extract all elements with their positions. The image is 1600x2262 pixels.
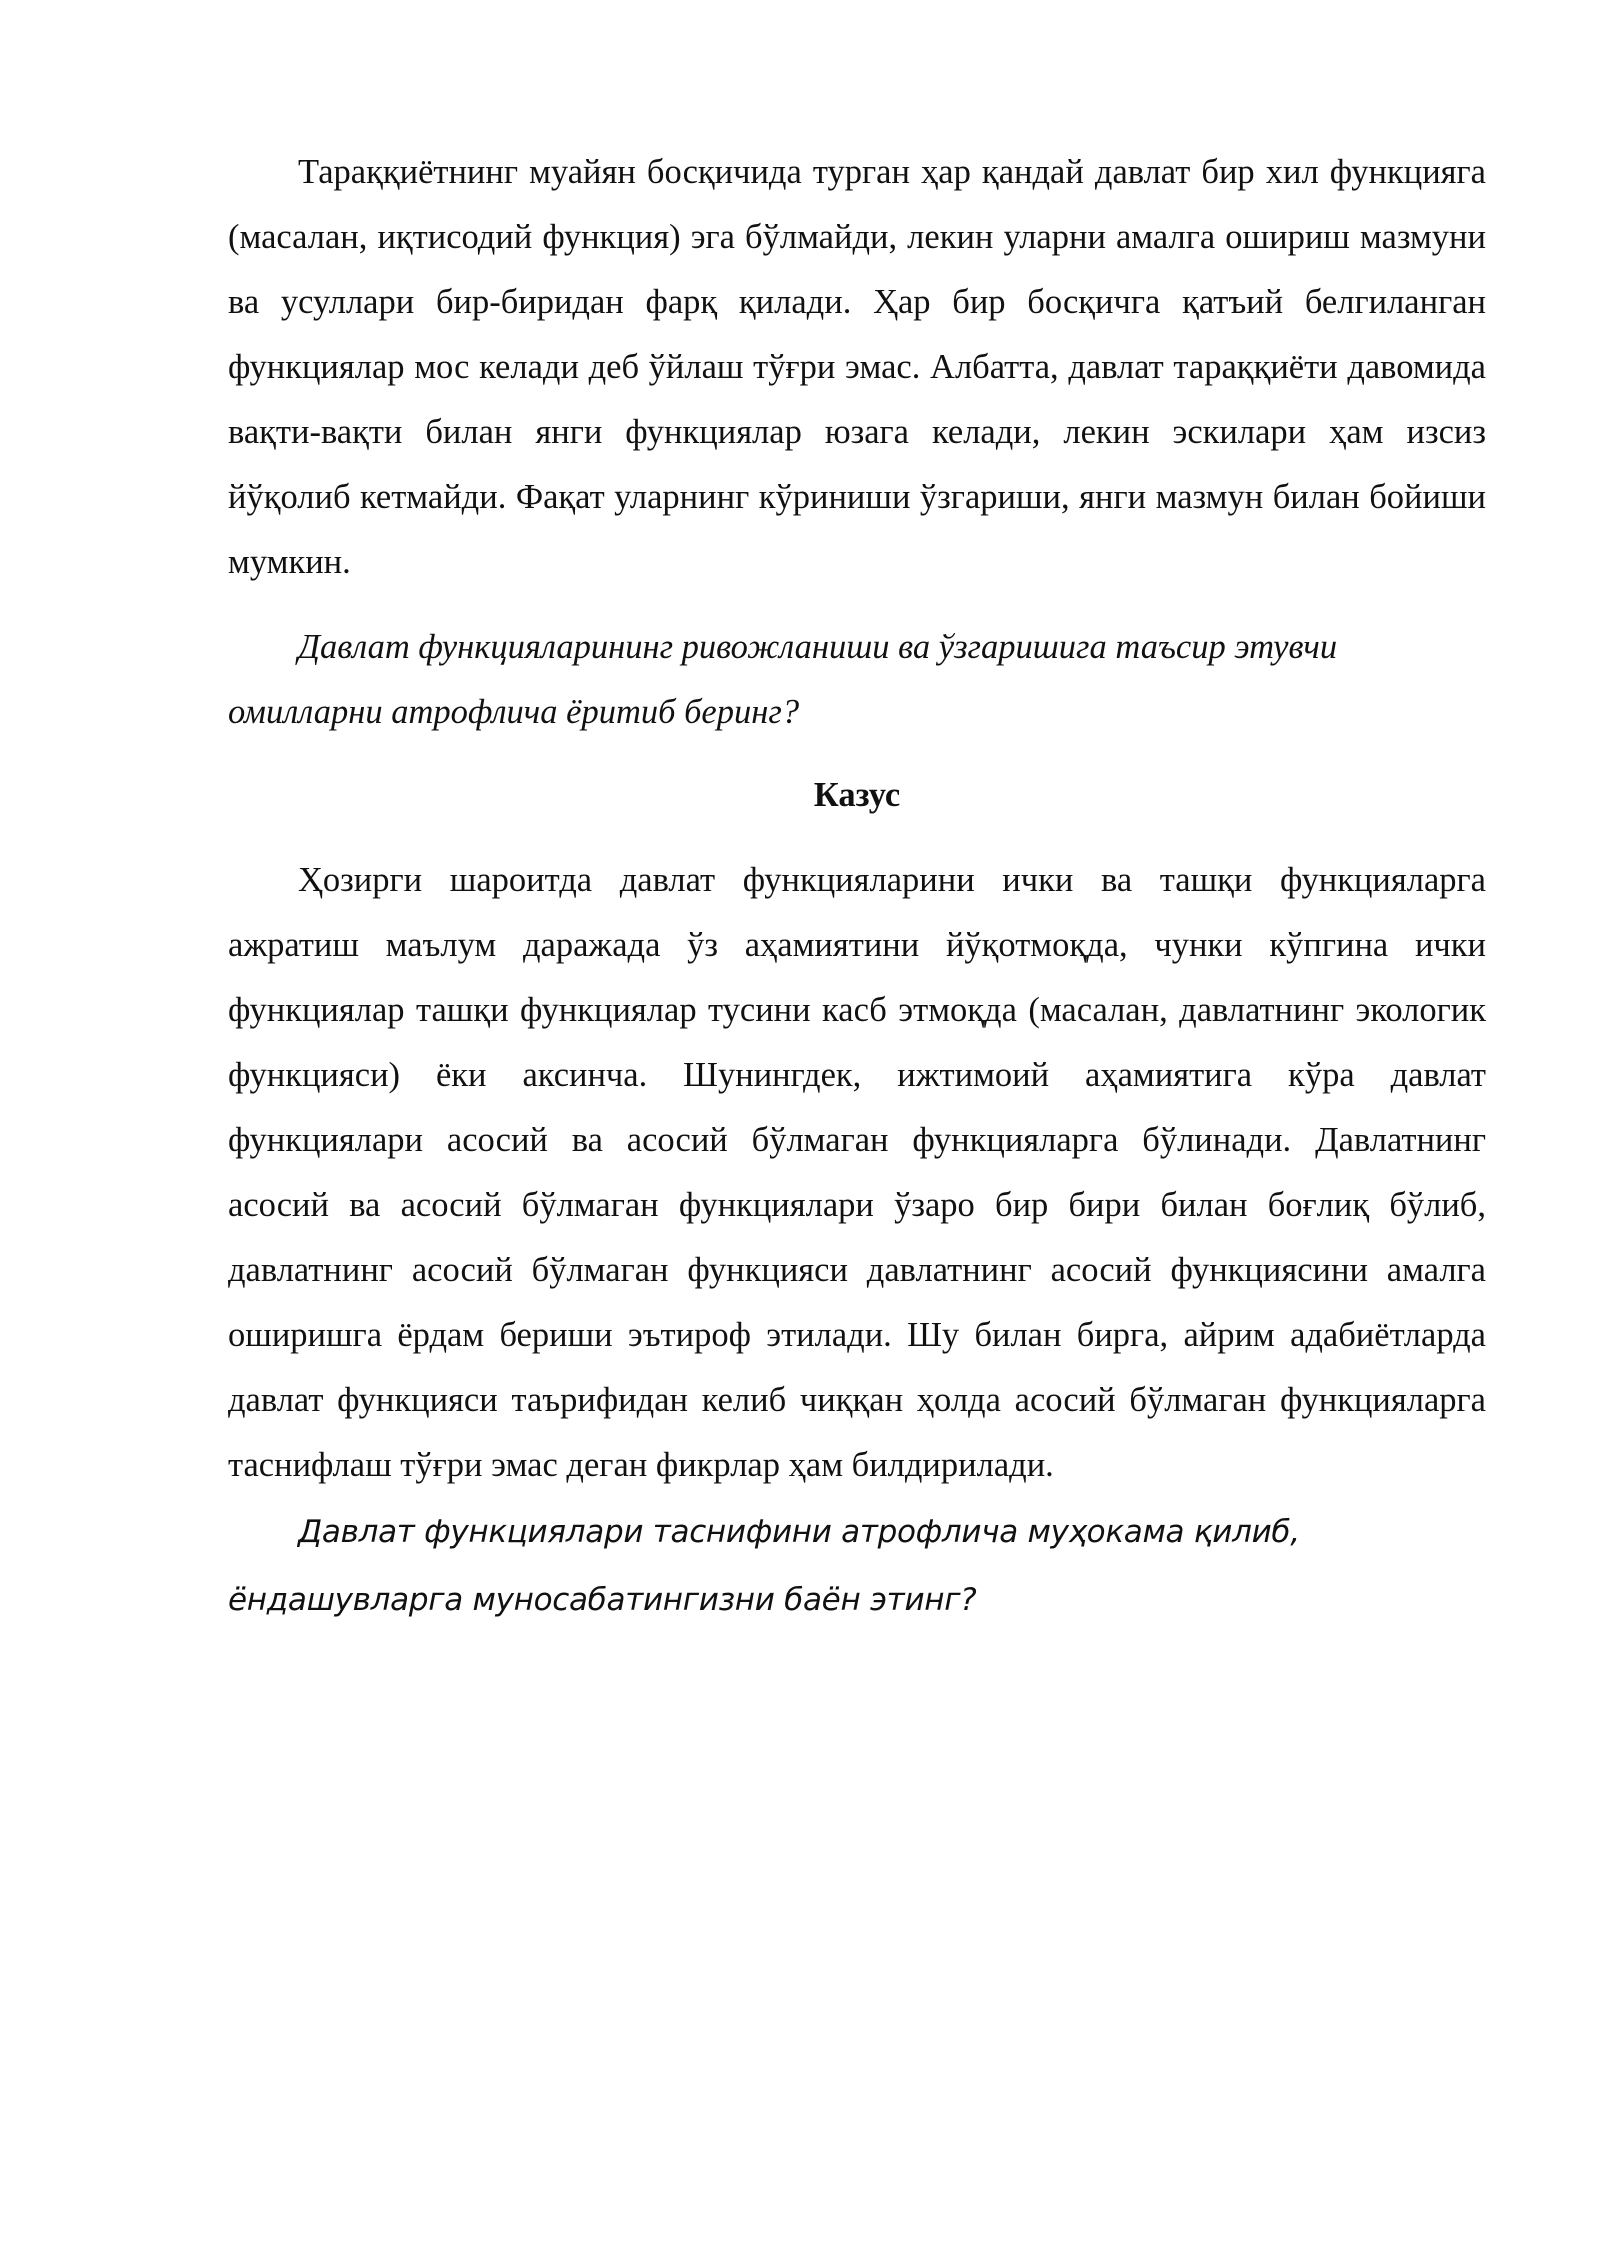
- question-classification: Давлат функциялари таснифини атрофлича муҳокама қилиб, ёндашувларга муносабатингизни баён этинг?: [228, 1514, 1300, 1618]
- paragraph-case-text: Ҳозирги шароитда давлат функцияларини ички ва ташқи функцияларга ажратиш маълум даражада ўз аҳамиятини йўқотмоқда, чунки кўпгина ички функциялар ташқи функциялар тусини касб этмоқда (масалан, давлатнинг экологик функцияси) ёки аксинча. Шунингдек, ижтимоий аҳамиятига кўра давлат функциялари асосий ва асосий бўлмаган функцияларга бўлинади. Давлатнинг асосий ва асосий бўлмаган функциялари ўзаро бир бири билан боғлиқ бўлиб, давлатнинг асосий бўлмаган функцияси давлатнинг асосий функциясини амалга оширишга ёрдам бериши эътироф этилади. Шу билан бирга, айрим адабиётларда давлат функцияси таърифидан келиб чиққан ҳолда асосий бўлмаган функцияларга таснифлаш тўғри эмас деган фикрлар ҳам билдирилади.: [228, 861, 1486, 1484]
- question-factors: Давлат функцияларининг ривожланиши ва ўзгаришига таъсир этувчи омилларни атрофлича ёритиб беринг?: [228, 628, 1338, 731]
- case-heading: Казус: [813, 776, 901, 814]
- document-body: [228, 140, 1486, 1634]
- paragraph-development-stages: Тараққиётнинг муайян босқичида турган ҳар қандай давлат бир хил функцияга (масалан, иқтисодий функция) эга бўлмайди, лекин уларни амалга ошириш мазмуни ва усуллари бир-биридан фарқ қилади. Ҳар бир босқичга қатъий белгиланган функциялар мос келади деб ўйлаш тўғри эмас. Албатта, давлат тараққиёти давомида вақти-вақти билан янги функциялар юзага келади, лекин эскилари ҳам изсиз йўқолиб кетмайди. Фақат уларнинг кўриниши ўзгариши, янги мазмун билан бойиши мумкин.: [228, 153, 1486, 581]
